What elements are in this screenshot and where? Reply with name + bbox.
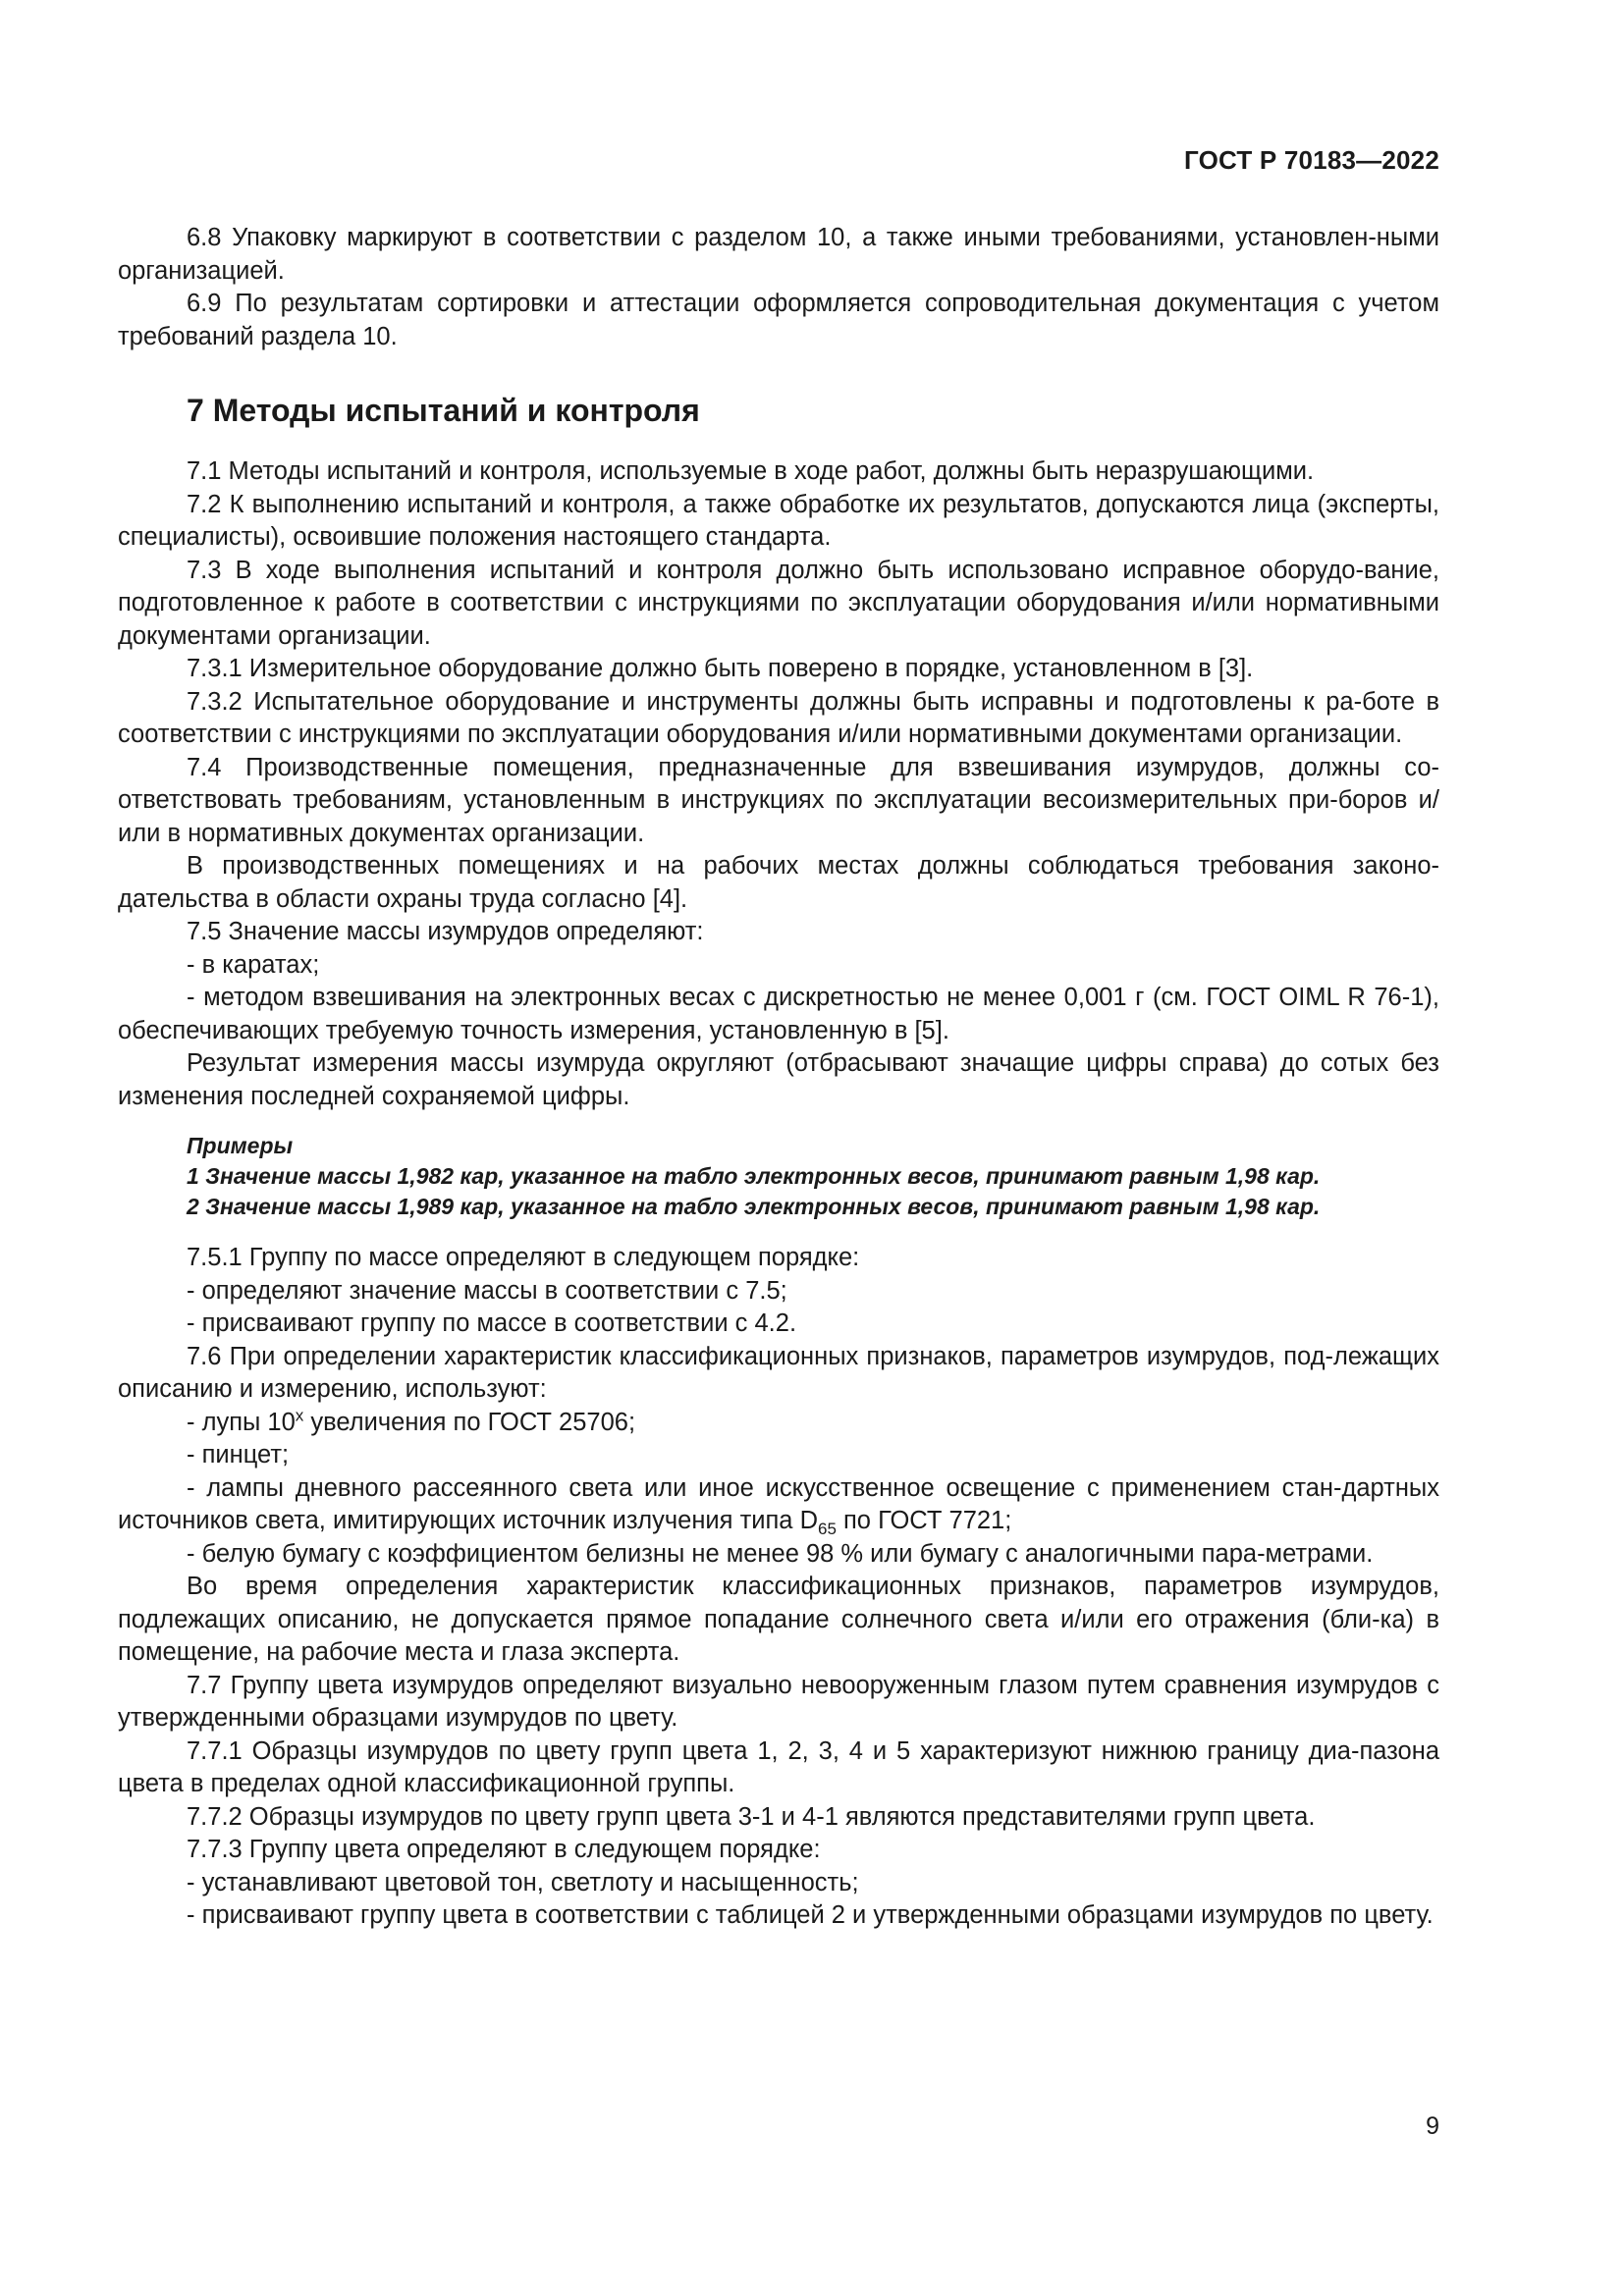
- loupe-magnification-superscript: х: [295, 1406, 304, 1424]
- paragraph-labor-safety: В производственных помещениях и на рабочих местах должны соблюдаться требования законо-дательства в области охраны труда согласно [4].: [118, 852, 1439, 913]
- examples-title: Примеры: [187, 1133, 294, 1158]
- paragraph-7-4: 7.4 Производственные помещения, предназначенные для взвешивания изумрудов, должны со-ответствовать требованиям, установленным в инструкциях по эксплуатации весоизмерительных при-боров и/или в нормативных документах организации.: [118, 753, 1439, 847]
- paragraph-7-3-2: 7.3.2 Испытательное оборудование и инструменты должны быть исправны и подготовлены к ра-боте в соответствии с инструкциями по эксплуатации оборудования и/или нормативными документами организации.: [118, 687, 1439, 748]
- list-item-loupe: [118, 1407, 1439, 1440]
- loupe-text: - лупы 10: [187, 1408, 296, 1436]
- paragraph-7-2: 7.2 К выполнению испытаний и контроля, а также обработке их результатов, допускаются лица (эксперты, специалисты), освоившие положения настоящего стандарта.: [118, 490, 1439, 551]
- paragraph-7-3: 7.3 В ходе выполнения испытаний и контроля должно быть использовано исправное оборудо-вание, подготовленное к работе в соответствии с инструкциями по эксплуатации оборудования и/или нормативными документами организации.: [118, 556, 1439, 650]
- list-item-white-paper: - белую бумагу с коэффициентом белизны не менее 98 % или бумагу с аналогичными пара-метрами.: [187, 1539, 1374, 1568]
- example-item: 2 Значение массы 1,989 кар, указанное на табло электронных весов, принимают равным 1,98 кар.: [187, 1194, 1321, 1219]
- paragraph-7-5-1: 7.5.1 Группу по массе определяют в следующем порядке:: [187, 1244, 860, 1271]
- paragraph-7-7-1: 7.7.1 Образцы изумрудов по цвету групп цвета 1, 2, 3, 4 и 5 характеризуют нижнюю границу диа-пазона цвета в пределах одной классификационной группы.: [118, 1736, 1439, 1797]
- list-item-set-tone: - устанавливают цветовой тон, светлоту и насыщенность;: [187, 1868, 859, 1896]
- list-item-assign-color-group: - присваивают группу цвета в соответствии с таблицей 2 и утвержденными образцами изумрудов по цвету.: [187, 1901, 1434, 1929]
- paragraph-7-3-1: 7.3.1 Измерительное оборудование должно быть поверено в порядке, установленном в [3].: [187, 655, 1254, 682]
- illuminant-subscript: 65: [817, 1520, 837, 1539]
- list-item-determine-mass: - определяют значение массы в соответствии с 7.5;: [187, 1276, 787, 1305]
- paragraph-7-1: 7.1 Методы испытаний и контроля, используемые в ходе работ, должны быть неразрушающими.: [187, 457, 1315, 485]
- document-body: [118, 222, 1439, 1933]
- paragraph-7-7-2: 7.7.2 Образцы изумрудов по цвету групп цвета 3-1 и 4-1 являются представителями групп цвета.: [187, 1802, 1316, 1831]
- examples-block: [118, 1131, 1439, 1222]
- loupe-text-end: увеличения по ГОСТ 25706;: [303, 1408, 636, 1436]
- paragraph-rounding: Результат измерения массы изумруда округляют (отбрасывают значащие цифры справа) до сотых без изменения последней сохраняемой цифры.: [118, 1049, 1439, 1110]
- list-item-lamps: [118, 1472, 1439, 1538]
- page-number: 9: [1426, 2112, 1439, 2140]
- example-item: 1 Значение массы 1,982 кар, указанное на табло электронных весов, принимают равным 1,98 кар.: [187, 1163, 1321, 1189]
- document-number-header: ГОСТ Р 70183—2022: [1184, 145, 1439, 175]
- paragraph-6-8: 6.8 Упаковку маркируют в соответствии с разделом 10, а также иными требованиями, установлен-ными организацией.: [118, 224, 1439, 285]
- lamps-text: - лампы дневного рассеянного света или иное искусственное освещение с применением стан-дартных источников света, имитирующих источник излучения типа D: [118, 1473, 1439, 1534]
- list-item-tweezers: - пинцет;: [187, 1441, 290, 1468]
- paragraph-7-7: 7.7 Группу цвета изумрудов определяют визуально невооруженным глазом путем сравнения изумрудов с утвержденными образцами изумрудов по цвету.: [118, 1671, 1439, 1732]
- lamps-text-end: по ГОСТ 7721;: [836, 1507, 1012, 1534]
- list-item-assign-mass-group: - присваивают группу по массе в соответствии с 4.2.: [187, 1309, 797, 1337]
- paragraph-7-7-3: 7.7.3 Группу цвета определяют в следующем порядке:: [187, 1836, 821, 1863]
- paragraph-sunlight: Во время определения характеристик классификационных признаков, параметров изумрудов, подлежащих описанию, не допускается прямое попадание солнечного света и/или его отражения (бли-ка) в помещение, на рабочие места и глаза эксперта.: [118, 1573, 1439, 1666]
- list-item-carats: - в каратах;: [187, 950, 320, 979]
- paragraph-7-5: 7.5 Значение массы изумрудов определяют:: [187, 918, 704, 945]
- paragraph-7-6: 7.6 При определении характеристик классификационных признаков, параметров изумрудов, под-лежащих описанию и измерению, используют:: [118, 1342, 1439, 1403]
- section-heading-7: 7 Методы испытаний и контроля: [187, 393, 700, 428]
- paragraph-6-9: 6.9 По результатам сортировки и аттестации оформляется сопроводительная документация с учетом требований раздела 10.: [118, 290, 1439, 350]
- list-item-weighing: - методом взвешивания на электронных весах с дискретностью не менее 0,001 г (см. ГОСТ OIML R 76-1), обеспечивающих требуемую точность измерения, установленную в [5].: [118, 984, 1439, 1044]
